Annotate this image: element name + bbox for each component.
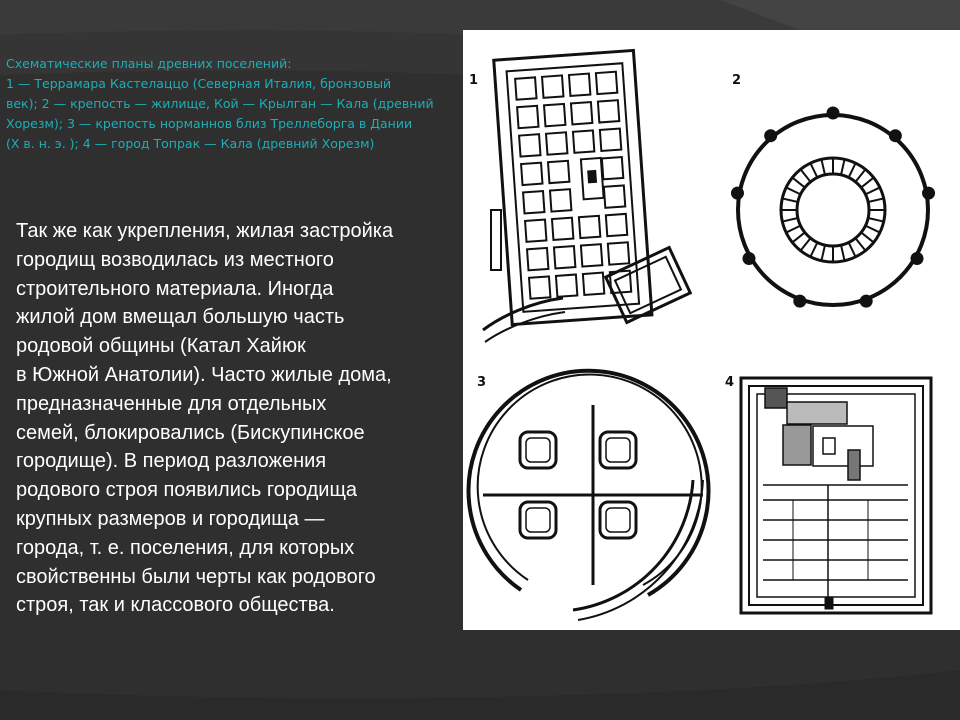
figure-caption — [6, 54, 461, 154]
plan-3-trelleborg — [469, 371, 709, 620]
text-line: семей, блокировались (Бискупинское — [16, 421, 365, 444]
plan-number-2: 2 — [732, 73, 742, 88]
caption-line: (X в. н. э. ); 4 — город Топрак — Кала (древний Хорезм) — [6, 136, 375, 151]
plan-number-3: 3 — [477, 375, 487, 390]
text-line: Так же как укрепления, жилая застройка — [16, 220, 394, 242]
plan-number-4: 4 — [725, 375, 735, 390]
text-line: родового строя появились городища — [16, 479, 358, 502]
plan-4-toprak-kala — [741, 378, 931, 613]
text-line: строя, так и классового общества. — [16, 594, 335, 617]
caption-line: Хорезм); 3 — крепость норманнов близ Треллеборга в Дании — [6, 116, 413, 131]
plan-2-round-fortress — [731, 107, 934, 307]
caption-line: 1 — Террамара Кастелаццо (Северная Италия, бронзовый — [6, 76, 392, 91]
text-line: городище). В период разложения — [16, 450, 327, 473]
text-line: предназначенные для отдельных — [16, 392, 327, 415]
settlement-plans-figure — [463, 30, 960, 630]
text-line: крупных размеров и городища — — [16, 507, 325, 530]
caption-line: век); 2 — крепость — жилище, Кой — Крылган — Кала (древний — [6, 96, 434, 111]
plan-number-1: 1 — [469, 73, 479, 88]
settlement-plans-drawing — [463, 30, 960, 630]
caption-line: Схематические планы древних поселений: — [6, 56, 292, 71]
main-text — [16, 217, 464, 620]
text-line: города, т. е. поселения, для которых — [16, 536, 355, 559]
text-line: свойственны были черты как родового — [16, 565, 376, 588]
text-line: жилой дом вмещал большую часть — [16, 306, 345, 329]
text-line: строительного материала. Иногда — [16, 277, 334, 300]
text-line: в Южной Анатолии). Часто жилые дома, — [16, 363, 392, 386]
plan-1-annex — [483, 210, 690, 342]
text-line: городищ возводилась из местного — [16, 248, 334, 271]
plan-1-terramara — [494, 50, 652, 324]
text-line: родовой общины (Катал Хайюк — [16, 335, 306, 358]
